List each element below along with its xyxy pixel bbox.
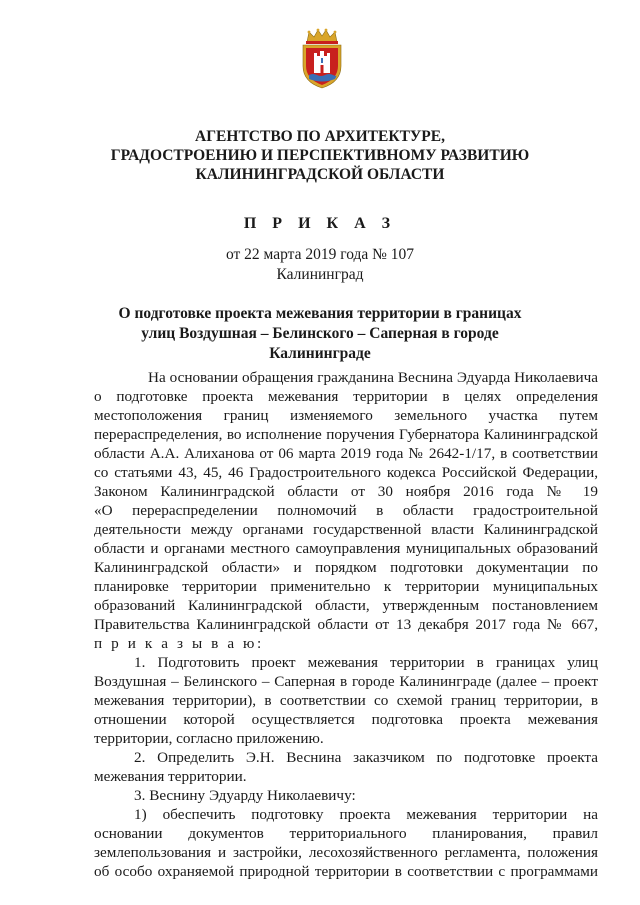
document-type-title: П Р И К А З [243,215,397,232]
item-3-1-line: об особо охраняемой природной территории в соответствии с программами [94,863,598,880]
preamble-line: планировке территории применительно к территории муниципальных [94,578,598,595]
item-1-line: Воздушная – Белинского – Саперная в городе Калининграде (далее – проект [94,673,598,690]
item-3-line: 3. Веснину Эдуарду Николаевичу: [134,787,356,804]
preamble-line: На основании обращения гражданина Веснина Эдуарда Николаевича [148,369,598,386]
preamble-line: местоположения границ изменяемого земельного участка путем [94,407,598,424]
item-1-line: территории, согласно приложению. [94,730,324,747]
agency-line: ГРАДОСТРОЕНИЮ И ПЕРСПЕКТИВНОМУ РАЗВИТИЮ [110,147,530,164]
kaliningrad-region-coat-of-arms-icon [297,28,347,90]
item-3-1-line: землепользования и застройки, лесохозяйственного регламента, положения [94,844,598,861]
preamble-line: «О перераспределении полномочий в области градостроительной [94,502,598,519]
preamble-line: о подготовке проекта межевания территории в целях определения [94,388,598,405]
subject-line: Калининграде [269,345,371,362]
preamble-line: образований Калининградской области, утвержденным постановлением [94,597,598,614]
preamble-line: перераспределения, во исполнение поручения Губернатора Калининградской [94,426,598,443]
subject-line: улиц Воздушная – Белинского – Саперная в городе [141,325,499,342]
order-date-number: от 22 марта 2019 года № 107 [225,246,415,263]
orders-word: п р и к а з ы в а ю: [94,635,264,652]
item-3-1-line: 1) обеспечить подготовку проекта межевания территории на [134,806,598,823]
order-city: Калининград [276,266,364,283]
preamble-line: Калининградской области» и порядком подготовки документации по [94,559,598,576]
preamble-line: деятельности между органами государственной власти Калининградской [94,521,598,538]
item-2-line: межевания территории. [94,768,247,785]
order-subject [90,304,550,364]
item-1-line: 1. Подготовить проект межевания территории в границах улиц [134,654,598,671]
agency-name [60,127,580,184]
preamble-line: области и органами местного самоуправления муниципальных образований [94,540,598,557]
agency-line: АГЕНТСТВО ПО АРХИТЕКТУРЕ, [195,128,445,145]
item-2-line: 2. Определить Э.Н. Веснина заказчиком по подготовке проекта [134,749,598,766]
item-1-line: отношении которой осуществляется подготовка проекта межевания [94,711,598,728]
item-3-1-line: основании документов территориального планирования, правил [94,825,598,842]
preamble-line: области А.А. Алиханова от 06 марта 2019 года № 2642-1/17, в соответствии [94,445,598,462]
agency-line: КАЛИНИНГРАДСКОЙ ОБЛАСТИ [195,166,445,183]
preamble-line: Правительства Калининградской области от 13 декабря 2017 года № 667, [94,616,598,633]
preamble-line: Законом Калининградской области от 30 ноября 2016 года № 19 [94,483,598,500]
item-1-line: межевания территории), в соответствии со схемой границ территории, в [94,692,598,709]
order-body [94,368,598,881]
preamble-line: со статьями 43, 45, 46 Градостроительного кодекса Российской Федерации, [94,464,598,481]
subject-line: О подготовке проекта межевания территории в границах [118,305,522,322]
